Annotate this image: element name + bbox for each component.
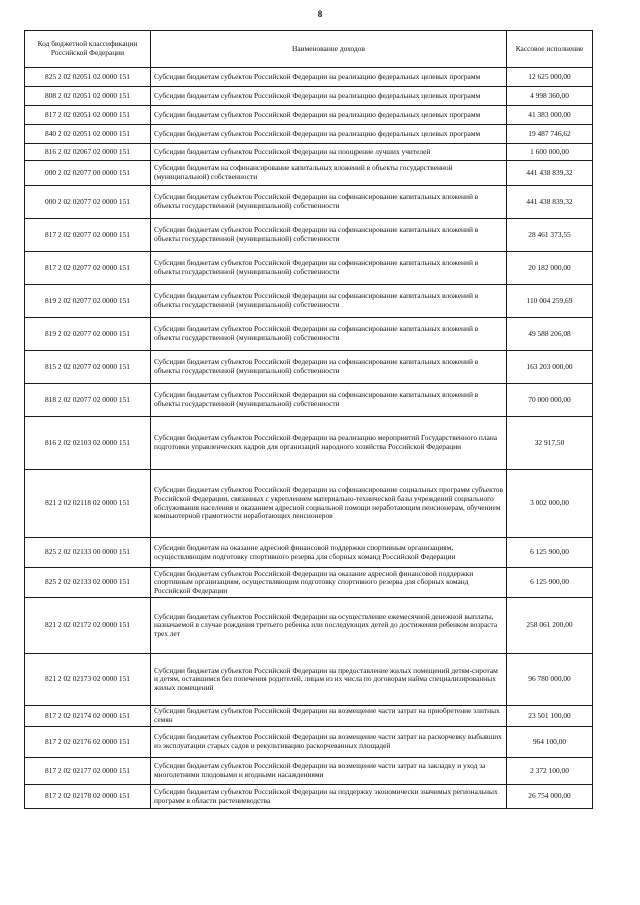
name-cell: Субсидии бюджетам субъектов Российской Федерации на реализацию мероприятий Государственного плана подготовки управленческих кадров для организаций народного хозяйства Российской Федерации <box>151 417 507 470</box>
code-cell: 817 2 02 02077 02 0000 151 <box>25 219 151 252</box>
amount-cell: 41 383 000,00 <box>507 106 593 125</box>
table-row <box>25 219 593 252</box>
table-row <box>25 727 593 758</box>
code-cell: 000 2 02 02077 02 0000 151 <box>25 186 151 219</box>
code-cell: 840 2 02 02051 02 0000 151 <box>25 125 151 144</box>
code-cell: 808 2 02 02051 02 0000 151 <box>25 87 151 106</box>
table-header-row <box>25 31 593 68</box>
name-cell: Субсидии бюджетам субъектов Российской Федерации на реализацию федеральных целевых программ <box>151 87 507 106</box>
name-cell: Субсидии бюджетам субъектов Российской Федерации на софинансирование капитальных вложений в объекты государственной (муниципальной) собственности <box>151 186 507 219</box>
amount-cell: 3 002 000,00 <box>507 470 593 538</box>
table-row <box>25 106 593 125</box>
table-body <box>25 68 593 809</box>
table-row <box>25 186 593 219</box>
amount-cell: 163 203 000,00 <box>507 351 593 384</box>
amount-cell: 96 780 000,00 <box>507 654 593 706</box>
name-cell: Субсидии бюджетам субъектов Российской Федерации на софинансирование социальных программ субъектов Российской Федерации, связанных с укреплением материально-технической базы учреждений социального обслуживания населения и оказанием адресной социальной помощи неработающим пенсионерам, обучением компьютерной грамотности неработающих пенсионеров <box>151 470 507 538</box>
table-row <box>25 318 593 351</box>
amount-cell: 19 487 746,62 <box>507 125 593 144</box>
name-cell: Субсидии бюджетам субъектов Российской Федерации на софинансирование капитальных вложений в объекты государственной (муниципальной) собственности <box>151 384 507 417</box>
amount-cell: 441 438 839,32 <box>507 161 593 186</box>
table-row <box>25 68 593 87</box>
code-cell: 821 2 02 02172 02 0000 151 <box>25 598 151 654</box>
name-cell: Субсидии бюджетам субъектов Российской Федерации на софинансирование капитальных вложений в объекты государственной (муниципальной) собственности <box>151 252 507 285</box>
code-cell: 815 2 02 02077 02 0000 151 <box>25 351 151 384</box>
table-row <box>25 252 593 285</box>
code-cell: 818 2 02 02077 02 0000 151 <box>25 384 151 417</box>
code-cell: 817 2 02 02178 02 0000 151 <box>25 785 151 809</box>
table-row <box>25 351 593 384</box>
table-row <box>25 144 593 161</box>
table-row <box>25 598 593 654</box>
header-code: Код бюджетной классификации Российской Федерации <box>25 31 151 68</box>
name-cell: Субсидии бюджетам субъектов Российской Федерации на софинансирование капитальных вложений в объекты государственной (муниципальной) собственности <box>151 219 507 252</box>
code-cell: 817 2 02 02051 02 0000 151 <box>25 106 151 125</box>
name-cell: Субсидии бюджетам субъектов Российской Федерации на софинансирование капитальных вложений в объекты государственной (муниципальной) собственности <box>151 318 507 351</box>
amount-cell: 441 438 839,32 <box>507 186 593 219</box>
name-cell: Субсидии бюджетам на софинансирование капитальных вложений в объекты государственной (муниципальной) собственности <box>151 161 507 186</box>
table-row <box>25 654 593 706</box>
code-cell: 817 2 02 02177 02 0000 151 <box>25 758 151 785</box>
table-row <box>25 285 593 318</box>
name-cell: Субсидии бюджетам субъектов Российской Федерации на поддержку экономически значимых региональных программ в области растениеводства <box>151 785 507 809</box>
amount-cell: 32 917,50 <box>507 417 593 470</box>
name-cell: Субсидии бюджетам субъектов Российской Федерации на осуществление ежемесячной денежной выплаты, назначаемой в случае рождения третьего ребенка или последующих детей до достижения ребенком возраста трех лет <box>151 598 507 654</box>
table-row <box>25 125 593 144</box>
name-cell: Субсидии бюджетам субъектов Российской Федерации на оказание адресной финансовой поддержки спортивным организациям, осуществляющим подготовку спортивного резерва для сборных команд Российской Федерации <box>151 568 507 598</box>
amount-cell: 6 125 900,00 <box>507 538 593 568</box>
table-row <box>25 706 593 727</box>
amount-cell: 70 000 000,00 <box>507 384 593 417</box>
amount-cell: 1 600 000,00 <box>507 144 593 161</box>
code-cell: 825 2 02 02133 02 0000 151 <box>25 568 151 598</box>
code-cell: 817 2 02 02176 02 0000 151 <box>25 727 151 758</box>
table-row <box>25 538 593 568</box>
code-cell: 821 2 02 02173 02 0000 151 <box>25 654 151 706</box>
amount-cell: 26 754 000,00 <box>507 785 593 809</box>
name-cell: Субсидии бюджетам субъектов Российской Федерации на поощрение лучших учителей <box>151 144 507 161</box>
amount-cell: 12 625 000,00 <box>507 68 593 87</box>
table-row <box>25 384 593 417</box>
name-cell: Субсидии бюджетам субъектов Российской Федерации на софинансирование капитальных вложений в объекты государственной (муниципальной) собственности <box>151 285 507 318</box>
code-cell: 000 2 02 02077 00 0000 151 <box>25 161 151 186</box>
header-name: Наименование доходов <box>151 31 507 68</box>
name-cell: Субсидии бюджетам субъектов Российской Федерации на возмещение части затрат на приобретение элитных семян <box>151 706 507 727</box>
amount-cell: 258 061 200,00 <box>507 598 593 654</box>
code-cell: 817 2 02 02077 02 0000 151 <box>25 252 151 285</box>
page-number: 8 <box>317 9 323 19</box>
name-cell: Субсидии бюджетам субъектов Российской Федерации на возмещение части затрат на раскорчевку выбывших из эксплуатации старых садов и рекультивацию раскорчеванных площадей <box>151 727 507 758</box>
code-cell: 816 2 02 02103 02 0000 151 <box>25 417 151 470</box>
name-cell: Субсидии бюджетам субъектов Российской Федерации на реализацию федеральных целевых программ <box>151 68 507 87</box>
code-cell: 825 2 02 02051 02 0000 151 <box>25 68 151 87</box>
amount-cell: 4 998 360,00 <box>507 87 593 106</box>
table-row <box>25 785 593 809</box>
code-cell: 817 2 02 02174 02 0000 151 <box>25 706 151 727</box>
table-row <box>25 417 593 470</box>
code-cell: 816 2 02 02067 02 0000 151 <box>25 144 151 161</box>
amount-cell: 2 372 100,00 <box>507 758 593 785</box>
name-cell: Субсидии бюджетам субъектов Российской Федерации на предоставление жилых помещений детям-сиротам и детям, оставшимся без попечения родителей, лицам из их числа по договорам найма специализированных жилых помещений <box>151 654 507 706</box>
header-amount: Кассовое исполнение <box>507 31 593 68</box>
amount-cell: 23 501 100,00 <box>507 706 593 727</box>
name-cell: Субсидии бюджетам субъектов Российской Федерации на реализацию федеральных целевых программ <box>151 125 507 144</box>
table-row <box>25 470 593 538</box>
amount-cell: 20 182 000,00 <box>507 252 593 285</box>
table-row <box>25 568 593 598</box>
name-cell: Субсидии бюджетам субъектов Российской Федерации на софинансирование капитальных вложений в объекты государственной (муниципальной) собственности <box>151 351 507 384</box>
code-cell: 825 2 02 02133 00 0000 151 <box>25 538 151 568</box>
amount-cell: 964 100,00 <box>507 727 593 758</box>
amount-cell: 6 125 900,00 <box>507 568 593 598</box>
amount-cell: 49 588 206,08 <box>507 318 593 351</box>
table-row <box>25 758 593 785</box>
name-cell: Субсидии бюджетам на оказание адресной финансовой поддержки спортивным организациям, осуществляющим подготовку спортивного резерва для сборных команд Российской Федерации <box>151 538 507 568</box>
code-cell: 819 2 02 02077 02 0000 151 <box>25 285 151 318</box>
amount-cell: 110 004 259,69 <box>507 285 593 318</box>
name-cell: Субсидии бюджетам субъектов Российской Федерации на возмещение части затрат на закладку и уход за многолетними плодовыми и ягодными насаждениями <box>151 758 507 785</box>
table-row <box>25 87 593 106</box>
code-cell: 819 2 02 02077 02 0000 151 <box>25 318 151 351</box>
amount-cell: 28 461 373,55 <box>507 219 593 252</box>
name-cell: Субсидии бюджетам субъектов Российской Федерации на реализацию федеральных целевых программ <box>151 106 507 125</box>
table-row <box>25 161 593 186</box>
budget-revenue-table <box>24 30 593 809</box>
code-cell: 821 2 02 02118 02 0000 151 <box>25 470 151 538</box>
